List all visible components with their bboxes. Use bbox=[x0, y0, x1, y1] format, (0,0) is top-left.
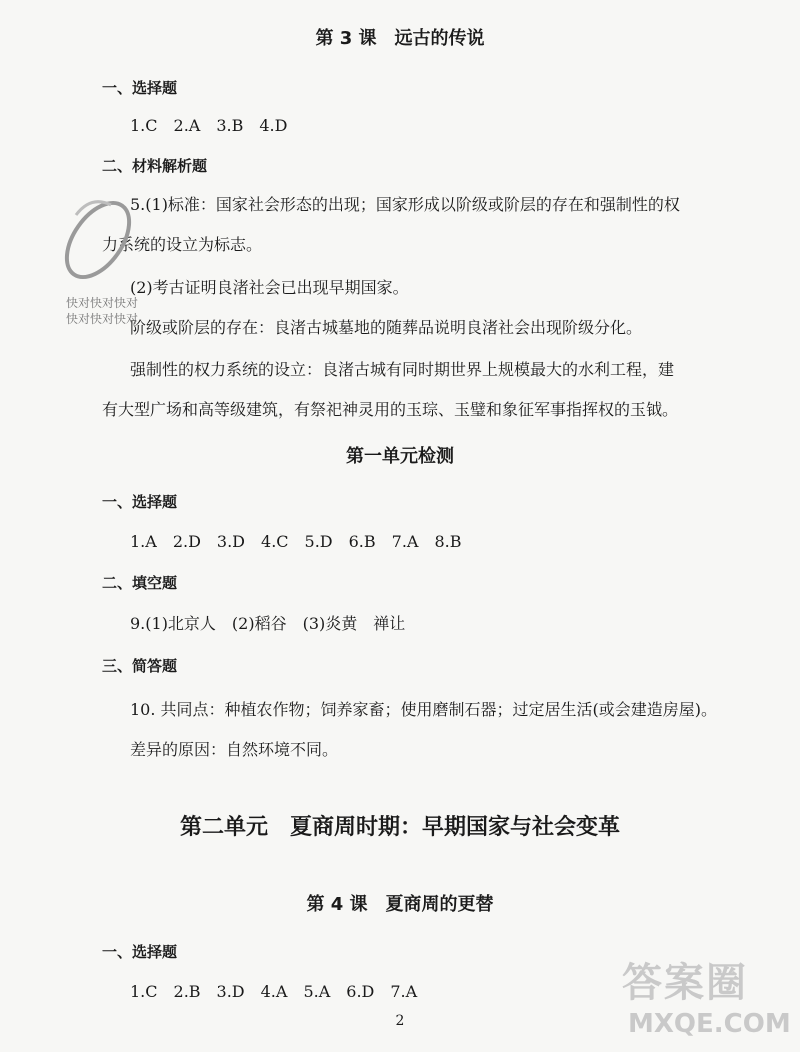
lesson3-para-3: (2)考古证明良渚社会已出现早期国家。 bbox=[130, 278, 409, 297]
lesson3-para-2: 力系统的设立为标志。 bbox=[102, 235, 263, 254]
watermark-text-2: MXQE.COM bbox=[628, 1009, 791, 1039]
unit1-short-para-2: 差异的原因：自然环境不同。 bbox=[130, 740, 339, 759]
watermark-logo bbox=[622, 960, 791, 1040]
lesson4-title: 第 4 课 夏商周的更替 bbox=[306, 894, 494, 915]
lesson3-choice-answers: 1.C 2.A 3.B 4.D bbox=[130, 116, 288, 135]
lesson3-section-choice: 一、选择题 bbox=[102, 79, 178, 97]
unit1-fill-answers: 9.(1)北京人 (2)稻谷 (3)炎黄 禅让 bbox=[130, 614, 406, 633]
unit1-section-short: 三、简答题 bbox=[102, 657, 178, 675]
unit2-title: 第二单元 夏商周时期：早期国家与社会变革 bbox=[179, 815, 620, 840]
lesson3-section-material: 二、材料解析题 bbox=[102, 157, 208, 175]
lesson4-choice-answers: 1.C 2.B 3.D 4.A 5.A 6.D 7.A bbox=[130, 982, 418, 1001]
watermark-text-1: 答案圈 bbox=[622, 960, 748, 1006]
stamp-logo-icon bbox=[56, 185, 136, 285]
stamp-text-2: 快对快对快对 bbox=[66, 312, 139, 326]
lesson3-para-5: 强制性的权力系统的设立：良渚古城有同时期世界上规模最大的水利工程，建 bbox=[130, 360, 675, 379]
lesson3-para-6: 有大型广场和高等级建筑，有祭祀神灵用的玉琮、玉璧和象征军事指挥权的玉钺。 bbox=[102, 400, 679, 419]
unit1-section-fill: 二、填空题 bbox=[102, 574, 178, 592]
unit1-choice-answers: 1.A 2.D 3.D 4.C 5.D 6.B 7.A 8.B bbox=[130, 532, 462, 551]
lesson4-section-choice: 一、选择题 bbox=[102, 943, 178, 961]
unit1-short-para-1: 10. 共同点：种植农作物；饲养家畜；使用磨制石器；过定居生活(或会建造房屋)。 bbox=[130, 700, 718, 719]
lesson3-para-1: 5.(1)标准：国家社会形态的出现；国家形成以阶级或阶层的存在和强制性的权 bbox=[130, 195, 680, 214]
unit1-test-title: 第一单元检测 bbox=[346, 446, 454, 467]
lesson3-title: 第 3 课 远古的传说 bbox=[315, 28, 485, 49]
page-number: 2 bbox=[395, 1013, 405, 1029]
lesson3-para-4: 阶级或阶层的存在：良渚古城墓地的随葬品说明良渚社会出现阶级分化。 bbox=[130, 318, 643, 337]
stamp-text-1: 快对快对快对 bbox=[66, 296, 139, 310]
unit1-section-choice: 一、选择题 bbox=[102, 493, 178, 511]
